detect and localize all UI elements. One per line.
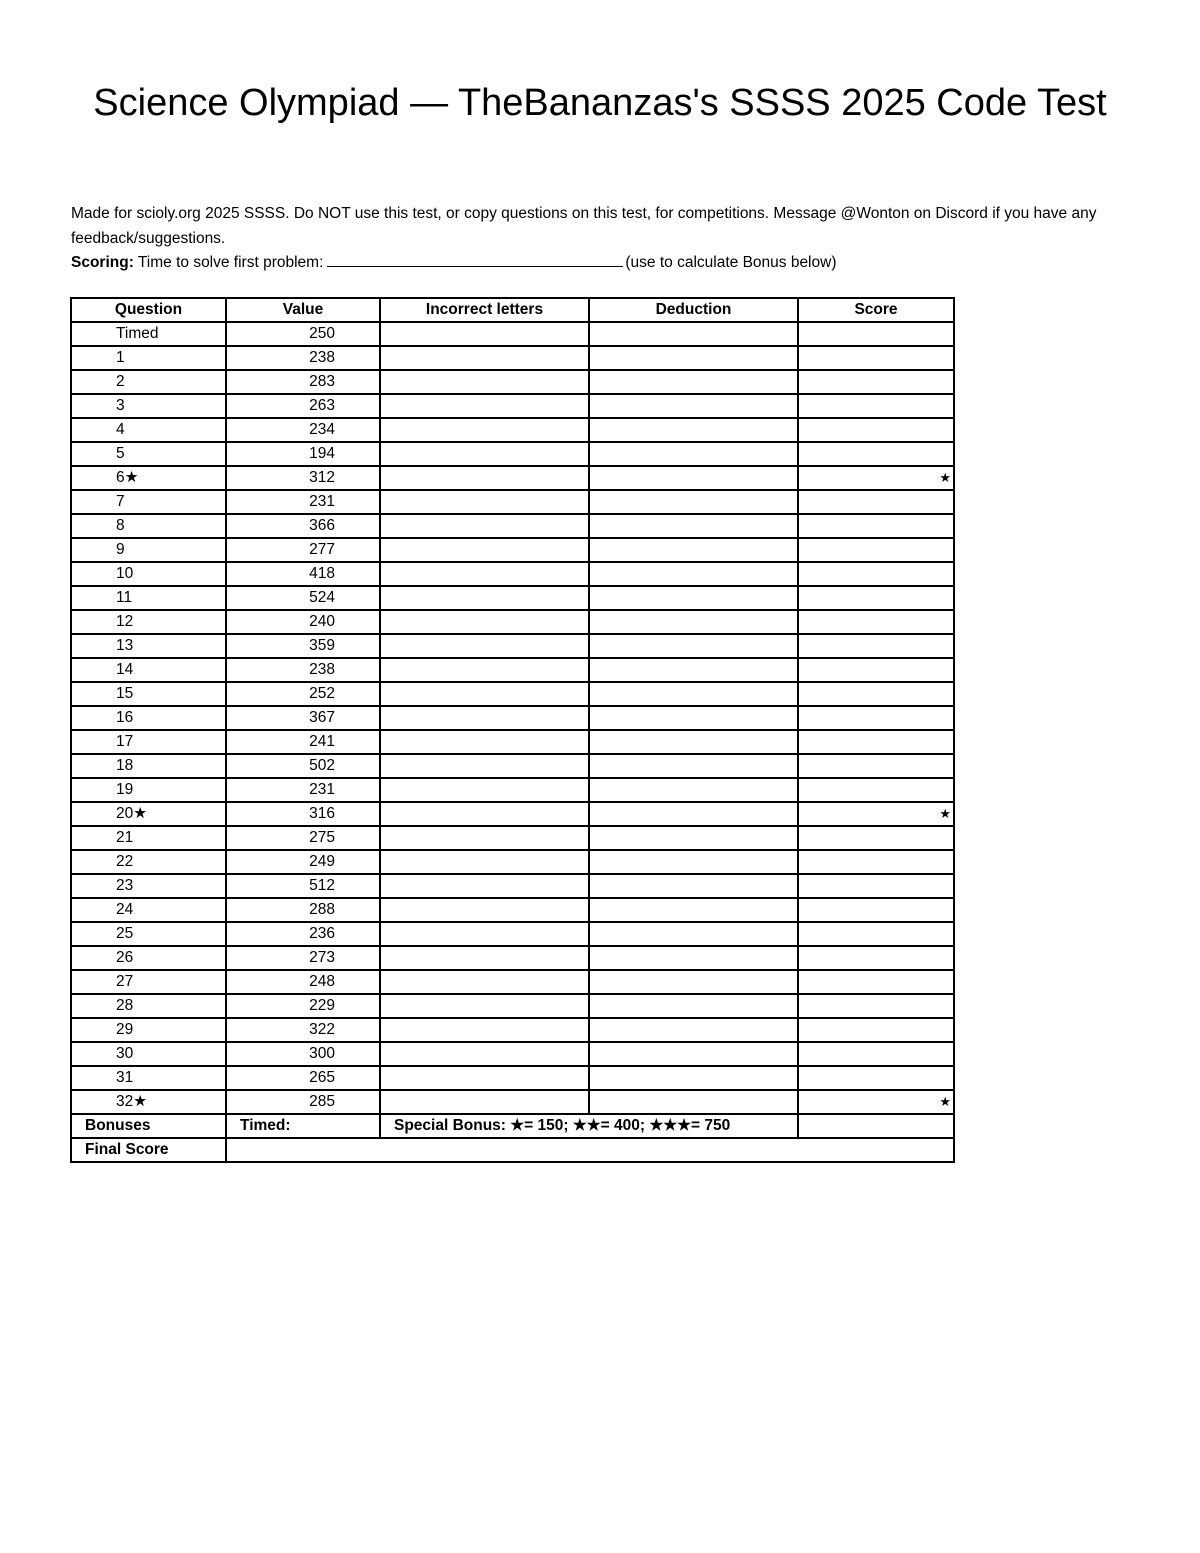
score-cell[interactable] (798, 826, 954, 850)
value-cell: 366 (226, 514, 380, 538)
table-header-row (71, 298, 954, 322)
table-row (71, 418, 954, 442)
value-cell: 241 (226, 730, 380, 754)
value-cell: 502 (226, 754, 380, 778)
score-cell[interactable] (798, 394, 954, 418)
score-cell[interactable] (798, 610, 954, 634)
incorrect-letters-cell[interactable] (380, 922, 589, 946)
value-cell: 288 (226, 898, 380, 922)
value-cell: 283 (226, 370, 380, 394)
value-cell: 316 (226, 802, 380, 826)
table-row (71, 826, 954, 850)
deduction-cell[interactable] (589, 634, 798, 658)
table-row (71, 682, 954, 706)
score-cell[interactable] (798, 634, 954, 658)
table-row (71, 634, 954, 658)
table-row (71, 730, 954, 754)
value-cell: 312 (226, 466, 380, 490)
score-cell[interactable] (798, 922, 954, 946)
special-bonus-text: Special Bonus: ★= 150; ★★= 400; ★★★= 750 (380, 1114, 798, 1138)
table-row (71, 322, 954, 346)
table-row (71, 514, 954, 538)
score-cell[interactable]: ★ (798, 802, 954, 826)
question-cell: 17 (71, 730, 226, 754)
incorrect-letters-cell[interactable] (380, 538, 589, 562)
table-row (71, 1042, 954, 1066)
scoring-label: Scoring: (71, 254, 134, 271)
deduction-cell[interactable] (589, 1066, 798, 1090)
score-cell[interactable]: ★ (798, 1090, 954, 1114)
header-score: Score (798, 298, 954, 322)
deduction-cell[interactable] (589, 850, 798, 874)
value-cell: 231 (226, 490, 380, 514)
score-cell[interactable] (798, 754, 954, 778)
table-row (71, 586, 954, 610)
table-row (71, 922, 954, 946)
score-cell[interactable] (798, 346, 954, 370)
deduction-cell[interactable] (589, 754, 798, 778)
time-blank-field[interactable] (327, 252, 623, 267)
score-cell[interactable] (798, 562, 954, 586)
score-cell[interactable] (798, 970, 954, 994)
value-cell: 249 (226, 850, 380, 874)
value-cell: 512 (226, 874, 380, 898)
deduction-cell[interactable] (589, 394, 798, 418)
value-cell: 252 (226, 682, 380, 706)
value-cell: 275 (226, 826, 380, 850)
deduction-cell[interactable] (589, 466, 798, 490)
question-cell: 15 (71, 682, 226, 706)
scoring-line (71, 250, 1131, 275)
question-cell: 29 (71, 1018, 226, 1042)
table-row (71, 466, 954, 490)
final-score-cell[interactable] (226, 1138, 954, 1162)
table-row (71, 898, 954, 922)
deduction-cell[interactable] (589, 994, 798, 1018)
table-row (71, 394, 954, 418)
value-cell: 263 (226, 394, 380, 418)
deduction-cell[interactable] (589, 682, 798, 706)
incorrect-letters-cell[interactable] (380, 754, 589, 778)
page-title: Science Olympiad — TheBananzas's SSSS 2025 Code Test (93, 82, 1107, 124)
incorrect-letters-cell[interactable] (380, 418, 589, 442)
deduction-cell[interactable] (589, 922, 798, 946)
deduction-cell[interactable] (589, 778, 798, 802)
score-cell[interactable] (798, 490, 954, 514)
deduction-cell[interactable] (589, 1090, 798, 1114)
incorrect-letters-cell[interactable] (380, 682, 589, 706)
score-cell[interactable] (798, 370, 954, 394)
value-cell: 524 (226, 586, 380, 610)
deduction-cell[interactable] (589, 874, 798, 898)
scoring-after-text: (use to calculate Bonus below) (625, 254, 837, 271)
deduction-cell[interactable] (589, 610, 798, 634)
score-cell[interactable] (798, 682, 954, 706)
table-row (71, 610, 954, 634)
deduction-cell[interactable] (589, 442, 798, 466)
scoring-text: Time to solve first problem: (137, 254, 324, 271)
header-question: Question (71, 298, 226, 322)
question-cell: 18 (71, 754, 226, 778)
incorrect-letters-cell[interactable] (380, 826, 589, 850)
incorrect-letters-cell[interactable] (380, 850, 589, 874)
bonus-score-cell[interactable] (798, 1114, 954, 1138)
deduction-cell[interactable] (589, 370, 798, 394)
table-row (71, 442, 954, 466)
deduction-cell[interactable] (589, 1018, 798, 1042)
incorrect-letters-cell[interactable] (380, 898, 589, 922)
question-cell: 30 (71, 1042, 226, 1066)
value-cell: 238 (226, 346, 380, 370)
score-cell[interactable] (798, 946, 954, 970)
score-cell[interactable] (798, 706, 954, 730)
value-cell: 234 (226, 418, 380, 442)
table-row (71, 370, 954, 394)
incorrect-letters-cell[interactable] (380, 394, 589, 418)
table-row (71, 802, 954, 826)
value-cell: 359 (226, 634, 380, 658)
value-cell: 194 (226, 442, 380, 466)
table-row (71, 562, 954, 586)
table-body (71, 322, 954, 1114)
incorrect-letters-cell[interactable] (380, 1018, 589, 1042)
question-cell: 16 (71, 706, 226, 730)
deduction-cell[interactable] (589, 826, 798, 850)
table-row (71, 1066, 954, 1090)
table-row (71, 946, 954, 970)
value-cell: 300 (226, 1042, 380, 1066)
question-cell: 6★ (71, 466, 226, 490)
final-score-row (71, 1138, 954, 1162)
table-row (71, 850, 954, 874)
bonuses-row (71, 1114, 954, 1138)
incorrect-letters-cell[interactable] (380, 706, 589, 730)
question-cell: 27 (71, 970, 226, 994)
table-row (71, 658, 954, 682)
bonuses-label: Bonuses (71, 1114, 226, 1138)
value-cell: 229 (226, 994, 380, 1018)
score-cell[interactable] (798, 586, 954, 610)
timed-bonus-label: Timed: (226, 1114, 380, 1138)
incorrect-letters-cell[interactable] (380, 634, 589, 658)
score-cell[interactable]: ★ (798, 466, 954, 490)
table-row (71, 970, 954, 994)
value-cell: 367 (226, 706, 380, 730)
value-cell: 240 (226, 610, 380, 634)
value-cell: 231 (226, 778, 380, 802)
question-cell: 28 (71, 994, 226, 1018)
incorrect-letters-cell[interactable] (380, 490, 589, 514)
deduction-cell[interactable] (589, 586, 798, 610)
score-cell[interactable] (798, 1066, 954, 1090)
question-cell: 2 (71, 370, 226, 394)
question-cell: 4 (71, 418, 226, 442)
value-cell: 277 (226, 538, 380, 562)
incorrect-letters-cell[interactable] (380, 658, 589, 682)
deduction-cell[interactable] (589, 418, 798, 442)
value-cell: 238 (226, 658, 380, 682)
question-cell: 8 (71, 514, 226, 538)
deduction-cell[interactable] (589, 970, 798, 994)
table-row (71, 754, 954, 778)
score-cell[interactable] (798, 322, 954, 346)
question-cell: 22 (71, 850, 226, 874)
question-cell: 31 (71, 1066, 226, 1090)
score-cell[interactable] (798, 514, 954, 538)
table-row (71, 346, 954, 370)
score-cell[interactable] (798, 658, 954, 682)
question-cell: 7 (71, 490, 226, 514)
table-row (71, 1018, 954, 1042)
value-cell: 250 (226, 322, 380, 346)
question-cell: 12 (71, 610, 226, 634)
incorrect-letters-cell[interactable] (380, 1090, 589, 1114)
question-cell: Timed (71, 322, 226, 346)
header-incorrect-letters: Incorrect letters (380, 298, 589, 322)
incorrect-letters-cell[interactable] (380, 466, 589, 490)
deduction-cell[interactable] (589, 898, 798, 922)
question-cell: 5 (71, 442, 226, 466)
incorrect-letters-cell[interactable] (380, 802, 589, 826)
incorrect-letters-cell[interactable] (380, 946, 589, 970)
deduction-cell[interactable] (589, 322, 798, 346)
deduction-cell[interactable] (589, 562, 798, 586)
incorrect-letters-cell[interactable] (380, 346, 589, 370)
question-cell: 19 (71, 778, 226, 802)
score-cell[interactable] (798, 874, 954, 898)
value-cell: 248 (226, 970, 380, 994)
table-row (71, 538, 954, 562)
deduction-cell[interactable] (589, 706, 798, 730)
score-cell[interactable] (798, 1042, 954, 1066)
deduction-cell[interactable] (589, 658, 798, 682)
value-cell: 322 (226, 1018, 380, 1042)
question-cell: 20★ (71, 802, 226, 826)
table-row (71, 706, 954, 730)
table-row (71, 874, 954, 898)
score-table (70, 297, 955, 1163)
deduction-cell[interactable] (589, 946, 798, 970)
header-deduction: Deduction (589, 298, 798, 322)
incorrect-letters-cell[interactable] (380, 730, 589, 754)
value-cell: 265 (226, 1066, 380, 1090)
question-cell: 1 (71, 346, 226, 370)
value-cell: 285 (226, 1090, 380, 1114)
question-cell: 32★ (71, 1090, 226, 1114)
final-score-label: Final Score (71, 1138, 226, 1162)
deduction-cell[interactable] (589, 346, 798, 370)
score-cell[interactable] (798, 442, 954, 466)
score-cell[interactable] (798, 994, 954, 1018)
score-cell[interactable] (798, 538, 954, 562)
incorrect-letters-cell[interactable] (380, 586, 589, 610)
value-cell: 418 (226, 562, 380, 586)
deduction-cell[interactable] (589, 730, 798, 754)
score-cell[interactable] (798, 850, 954, 874)
question-cell: 13 (71, 634, 226, 658)
deduction-cell[interactable] (589, 538, 798, 562)
question-cell: 23 (71, 874, 226, 898)
deduction-cell[interactable] (589, 490, 798, 514)
incorrect-letters-cell[interactable] (380, 994, 589, 1018)
deduction-cell[interactable] (589, 1042, 798, 1066)
question-cell: 10 (71, 562, 226, 586)
incorrect-letters-cell[interactable] (380, 970, 589, 994)
deduction-cell[interactable] (589, 514, 798, 538)
question-cell: 25 (71, 922, 226, 946)
header-value: Value (226, 298, 380, 322)
table-row (71, 490, 954, 514)
score-cell[interactable] (798, 418, 954, 442)
intro-text: Made for scioly.org 2025 SSSS. Do NOT use this test, or copy questions on this test, for competitions. Message @Wonton on Discord if you have any feedback/suggestions. (71, 205, 1097, 247)
question-cell: 21 (71, 826, 226, 850)
table-row (71, 1090, 954, 1114)
question-cell: 9 (71, 538, 226, 562)
incorrect-letters-cell[interactable] (380, 778, 589, 802)
score-cell[interactable] (798, 778, 954, 802)
value-cell: 273 (226, 946, 380, 970)
incorrect-letters-cell[interactable] (380, 1066, 589, 1090)
deduction-cell[interactable] (589, 802, 798, 826)
question-cell: 11 (71, 586, 226, 610)
incorrect-letters-cell[interactable] (380, 322, 589, 346)
incorrect-letters-cell[interactable] (380, 1042, 589, 1066)
incorrect-letters-cell[interactable] (380, 442, 589, 466)
question-cell: 24 (71, 898, 226, 922)
question-cell: 26 (71, 946, 226, 970)
question-cell: 3 (71, 394, 226, 418)
score-cell[interactable] (798, 730, 954, 754)
incorrect-letters-cell[interactable] (380, 514, 589, 538)
question-cell: 14 (71, 658, 226, 682)
table-row (71, 994, 954, 1018)
incorrect-letters-cell[interactable] (380, 562, 589, 586)
table-row (71, 778, 954, 802)
value-cell: 236 (226, 922, 380, 946)
score-cell[interactable] (798, 898, 954, 922)
incorrect-letters-cell[interactable] (380, 874, 589, 898)
score-cell[interactable] (798, 1018, 954, 1042)
incorrect-letters-cell[interactable] (380, 610, 589, 634)
incorrect-letters-cell[interactable] (380, 370, 589, 394)
